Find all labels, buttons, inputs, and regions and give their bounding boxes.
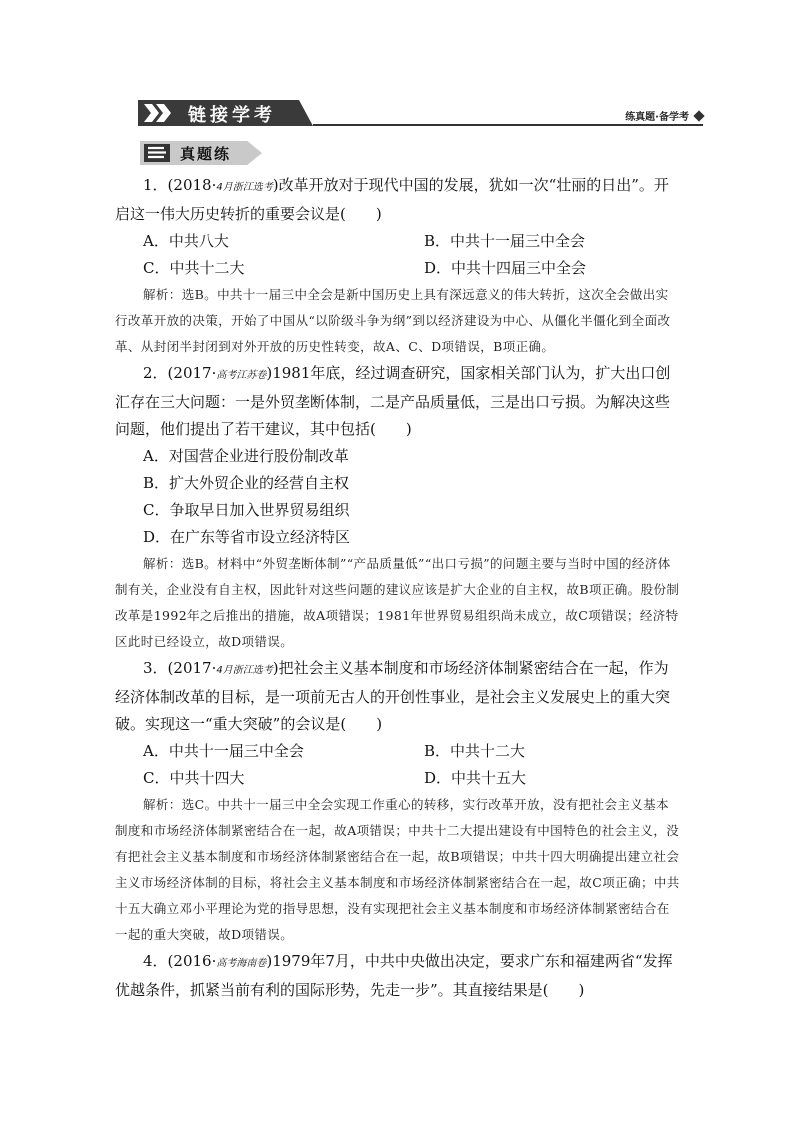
question-stem bbox=[115, 360, 681, 443]
question-text: )改革开放对于现代中国的发展，犹如一次“壮丽的日出”。开启这一伟大历史转折的重要会议是( ) bbox=[115, 176, 669, 223]
question-stem bbox=[115, 172, 681, 228]
question-text: )把社会主义基本制度和市场经济体制紧密结合在一起，作为经济体制改革的目标，是一项前无古人的开创性事业，是社会主义发展史上的重大突破。实现这一“重大突破”的会议是( ) bbox=[115, 659, 671, 733]
analysis-text: 解析：选B。中共十一届三中全会是新中国历史上具有深远意义的伟大转折，这次全会做出实行改革开放的决策，开始了中国从“以阶级斗争为纲”到以经济建设为中心、从僵化半僵化到全面改革、从封闭半封闭到对外开放的历史性转变，故A、C、D项错误，B项正确。 bbox=[115, 287, 671, 354]
question-list bbox=[115, 172, 681, 1004]
question-source-tag: 高考江苏卷 bbox=[216, 370, 267, 381]
question-number: 4． bbox=[143, 952, 168, 970]
header-title: 链接学考 bbox=[188, 105, 276, 126]
question-source-prefix: (2017· bbox=[167, 659, 217, 677]
option-a: A．对国营企业进行股份制改革 bbox=[143, 447, 349, 465]
question-source-tag: 高考海南卷 bbox=[216, 958, 267, 969]
chevron-arrows-icon bbox=[144, 104, 174, 122]
header-right-label: 练真题·备学考 bbox=[625, 112, 689, 123]
section-tag bbox=[140, 141, 262, 165]
page-header bbox=[138, 100, 703, 126]
question-text: )1979年7月，中共中央做出决定，要求广东和福建两省“发挥优越条件，抓紧当前有利的国际形势，先走一步”。其直接结果是( ) bbox=[115, 952, 673, 999]
section-tag-label: 真题练 bbox=[180, 145, 232, 163]
question-number: 3． bbox=[143, 659, 168, 677]
diamond-icon bbox=[693, 110, 704, 121]
question-number: 1． bbox=[143, 176, 168, 194]
question-source-prefix: (2016· bbox=[167, 952, 217, 970]
option-c: C．争取早日加入世界贸易组织 bbox=[143, 501, 350, 519]
option-c: C．中共十四大 bbox=[143, 769, 245, 787]
option-d: D．在广东等省市设立经济特区 bbox=[143, 528, 351, 546]
question-text: )1981年底，经过调查研究，国家相关部门认为，扩大出口创汇存在三大问题：一是外贸垄断体制，二是产品质量低，三是出口亏损。为解决这些问题，他们提出了若干建议，其中包括( ) bbox=[115, 364, 671, 438]
option-a: A．中共十一届三中全会 bbox=[143, 742, 304, 760]
analysis-text: 解析：选B。材料中“外贸垄断体制”“产品质量低”“出口亏损”的问题主要与当时中国的经济体制有关，企业没有自主权，因此针对这些问题的建议应该是扩大企业的自主权，故B项正确。股份制改革是1992年之后推出的措施，故A项错误；1981年世界贸易组织尚未成立，故C项错误；经济特区此时已经设立，故D项错误。 bbox=[115, 556, 680, 649]
option-b: B．扩大外贸企业的经营自主权 bbox=[143, 474, 350, 492]
option-d: D．中共十五大 bbox=[424, 769, 527, 787]
question-number: 2． bbox=[143, 364, 168, 382]
analysis-text: 解析：选C。中共十一届三中全会实现工作重心的转移，实行改革开放，没有把社会主义基本制度和市场经济体制紧密结合在一起，故A项错误；中共十二大提出建设有中国特色的社会主义，没有把社会主义基本制度和市场经济体制紧密结合在一起，故B项错误；中共十四大明确提出建立社会主义市场经济体制的目标，将社会主义基本制度和市场经济体制紧密结合在一起，故C项正确；中共十五大确立邓小平理论为党的指导思想，没有实现把社会主义基本制度和市场经济体制紧密结合在一起的重大突破，故D项错误。 bbox=[115, 797, 680, 942]
option-b: B．中共十一届三中全会 bbox=[424, 232, 586, 250]
option-b: B．中共十二大 bbox=[424, 742, 526, 760]
answer-options bbox=[115, 738, 681, 792]
answer-options bbox=[115, 228, 681, 282]
option-c: C．中共十二大 bbox=[143, 259, 245, 277]
question-stem bbox=[115, 655, 681, 738]
question-source-prefix: (2018· bbox=[167, 176, 217, 194]
question-source-tag: 4月浙江选考 bbox=[216, 182, 273, 193]
answer-options bbox=[115, 443, 681, 551]
option-d: D．中共十四届三中全会 bbox=[424, 259, 587, 277]
question-source-tag: 4月浙江选考 bbox=[216, 665, 273, 676]
header-rule bbox=[313, 124, 703, 126]
question-stem bbox=[115, 948, 681, 1004]
question-source-prefix: (2017· bbox=[167, 364, 217, 382]
book-stack-icon bbox=[144, 144, 170, 162]
option-a: A．中共八大 bbox=[143, 232, 229, 250]
